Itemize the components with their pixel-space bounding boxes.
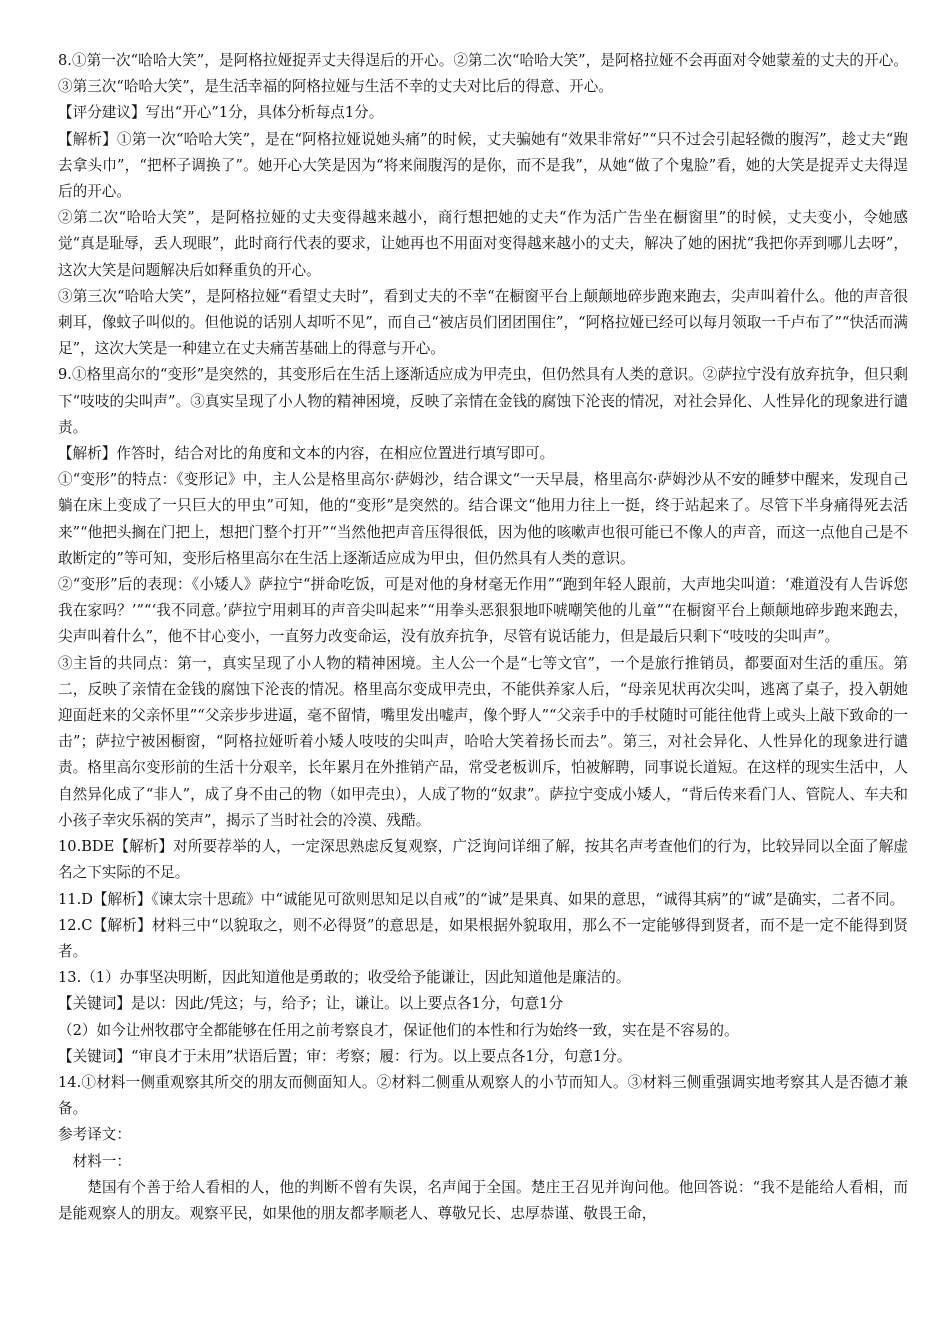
answer-13-part-1: 13.（1）办事坚决明断，因此知道他是勇敢的；收受给予能谦让，因此知道他是廉洁的。 xyxy=(58,969,631,987)
answer-14: 14.①材料一侧重观察其所交的朋友而侧面知人。②材料二侧重从观察人的小节而知人。③材料三侧重强调实地考察其人是否德才兼备。 xyxy=(58,1073,908,1118)
material-1-heading: 材料一： xyxy=(72,1152,131,1170)
translation-heading: 参考译文： xyxy=(58,1126,131,1144)
keywords-13-part-1: 【关键词】是以：因此/凭这；与，给予；让，谦让。以上要点各1分，句意1分 xyxy=(58,995,564,1013)
analysis-9-point-3: ③主旨的共同点：第一，真实呈现了小人物的精神困境。主人公一个是“七等文官”，一个是旅行推销员，都要面对生活的重压。第二，反映了亲情在金钱的腐蚀下沦丧的情况。格里高尔变成甲壳虫，不能供养家人后，“母亲见状再次尖叫，逃离了桌子，投入朝她迎面赶来的父亲怀里”“父亲步步进逼，毫不留情，嘴里发出嘘声，像个野人”“父亲手中的手杖随时可能往他背上或头上敲下致命的一击”；萨拉宁被困橱窗，“阿格拉娅听着小矮人吱吱的尖叫声，哈哈大笑着扬长而去”。第三，对社会异化、人性异化的现象进行谴责。格里高尔变形前的生活十分艰辛，长年累月在外推销产品，常受老板训斥，怕被解聘，同事说长道短。在这样的现实生活中，人自然异化成了“非人”，成了身不由己的物（如甲壳虫），人成了物的“奴隶”。萨拉宁变成小矮人，“背后传来看门人、管院人、车夫和小孩子幸灾乐祸的笑声”，揭示了当时社会的冷漠、残酷。 xyxy=(58,654,908,829)
scoring-note-8: 【评分建议】写出“开心”1分，具体分析每点1分。 xyxy=(58,104,384,122)
analysis-9-point-1: ①“变形”的特点：《变形记》中，主人公是格里高尔·萨姆沙，结合课文“一天早晨，格里高尔·萨姆沙从不安的睡梦中醒来，发现自己躺在床上变成了一只巨大的甲虫”可知，他的“变形”是突然的。结合课文“他用力往上一挺，终于站起来了。尽管下半身痛得死去活来”“他把头搁在门把上，想把门整个打开”“当然他把声音压得很低，因为他的咳嗽声也很可能已不像人的声音，而这一点他自己是不敢断定的”等可知，变形后格里高尔在生活上逐渐适应成为甲虫，但仍然具有人类的意识。 xyxy=(58,471,908,567)
analysis-9-point-2: ②“变形”后的表现：《小矮人》萨拉宁“拼命吃饭，可是对他的身材毫无作用”“跑到年轻人跟前，大声地尖叫道：‘难道没有人告诉您我在家吗？’”“‘我不同意。’萨拉宁用刺耳的声音尖叫起来”“用拳头恶狠狠地吓唬嘲笑他的儿童”“在橱窗平台上颠颠地碎步跑来跑去，尖声叫着什么”，他不甘心变小，一直努力改变命运，没有放弃抗争，尽管有说话能力，但是最后只剩下“吱吱的尖叫声”。 xyxy=(58,576,908,646)
answer-13-part-2: （2）如今让州牧郡守全都能够在任用之前考察良才，保证他们的本性和行为始终一致，实在是不容易的。 xyxy=(58,1021,739,1039)
answer-8: 8.①第一次“哈哈大笑”，是阿格拉娅捉弄丈夫得逞后的开心。②第二次“哈哈大笑”，是阿格拉娅不会再面对令她蒙羞的丈夫的开心。③第三次“哈哈大笑”，是生活幸福的阿格拉娅与生活不幸的丈夫对比后的得意、开心。 xyxy=(58,52,908,96)
answer-9: 9.①格里高尔的“变形”是突然的，其变形后在生活上逐渐适应成为甲壳虫，但仍然具有人类的意识。②萨拉宁没有放弃抗争，但只剩下“吱吱的尖叫声”。③真实呈现了小人物的精神困境，反映了亲情在金钱的腐蚀下沦丧的情况，对社会异化、人性异化的现象进行谴责。 xyxy=(58,366,908,436)
keywords-13-part-2: 【关键词】“审良才于未用”状语后置；审：考察；履：行为。以上要点各1分，句意1分。 xyxy=(58,1047,632,1065)
analysis-8-intro: 【解析】①第一次“哈哈大笑”，是在“阿格拉娅说她头痛”的时候，丈夫骗她有“效果非常好”“只不过会引起轻微的腹泻”，趁丈夫“跑去拿头巾”，“把杯子调换了”。她开心大笑是因为“将来闹腹泻的是你，而不是我”，从她“做了个鬼脸”看，她的大笑是捉弄丈夫得逞后的开心。 xyxy=(58,130,908,201)
answer-10: 10.BDE【解析】对所要荐举的人，一定深思熟虑反复观察，广泛询问详细了解，按其名声考查他们的行为，比较异同以全面了解虚名之下实际的不足。 xyxy=(58,838,908,882)
material-1-translation: 楚国有个善于给人看相的人，他的判断不曾有失误，名声闻于全国。楚庄王召见并询问他。他回答说：“我不是能给人看相，而是能观察人的朋友。观察平民，如果他的朋友都孝顺老人、尊敬兄长、忠厚恭谨、敬畏王命， xyxy=(58,1178,908,1222)
analysis-8-point-2: ②第二次“哈哈大笑”，是阿格拉娅的丈夫变得越来越小，商行想把她的丈夫“作为活广告坐在橱窗里”的时候，丈夫变小，令她感觉“真是耻辱，丢人现眼”，此时商行代表的要求，让她再也不用面对变得越来越小的丈夫，解决了她的困扰“我把你弄到哪儿去呀”，这次大笑是问题解决后如释重负的开心。 xyxy=(58,209,908,279)
analysis-8-point-3: ③第三次“哈哈大笑”，是阿格拉娅“看望丈夫时”，看到丈夫的不幸“在橱窗平台上颠颠地碎步跑来跑去，尖声叫着什么。他的声音很刺耳，像蚊子叫似的。但他说的话别人却听不见”，而自己“被店员们团团围住”，“阿格拉娅已经可以每月领取一千卢布了”“快活而满足”，这次大笑是一种建立在丈夫痛苦基础上的得意与开心。 xyxy=(58,287,908,358)
answer-11: 11.D【解析】《谏太宗十思疏》中“诚能见可欲则思知足以自戒”的“诚”是果真、如果的意思，“诚得其病”的“诚”是确实，二者不同。 xyxy=(58,890,905,908)
analysis-9-intro: 【解析】作答时，结合对比的角度和文本的内容，在相应位置进行填写即可。 xyxy=(58,445,555,463)
answer-12: 12.C【解析】材料三中“以貌取之，则不必得贤”的意思是，如果根据外貌取用，那么不一定能够得到贤者，而不是一定不能得到贤者。 xyxy=(58,916,908,960)
